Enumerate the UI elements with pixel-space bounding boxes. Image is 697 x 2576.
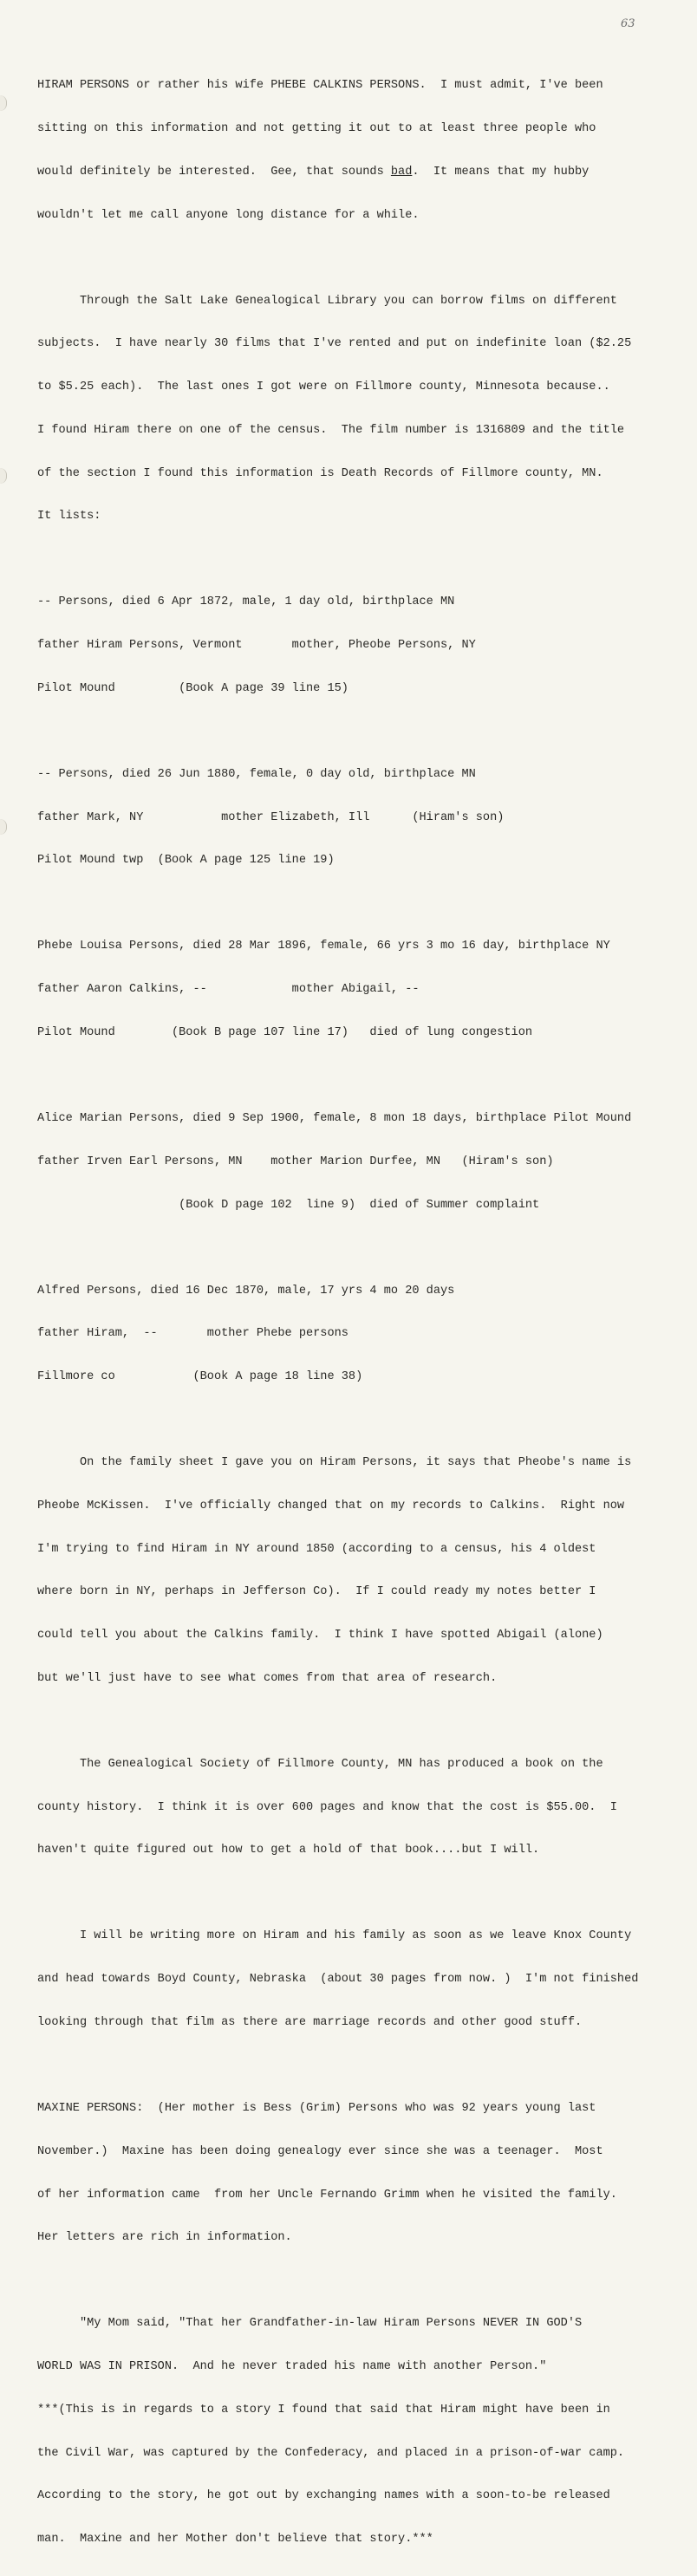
page-number: 63 xyxy=(621,17,635,30)
text-line: The Genealogical Society of Fillmore County, MN has produced a book on the xyxy=(37,1757,603,1771)
text-line: Her letters are rich in information. xyxy=(37,2231,292,2245)
death-record xyxy=(37,1083,696,1242)
text-line: where born in NY, perhaps in Jefferson Co). If I could ready my notes better I xyxy=(37,1585,596,1599)
text-line: MAXINE PERSONS: (Her mother is Bess (Grim) Persons who was 92 years young last xyxy=(37,2101,596,2115)
text-line: to $5.25 each). The last ones I got were on Fillmore county, Minnesota because.. xyxy=(37,381,610,394)
text-line: of the section I found this information is Death Records of Fillmore county, MN. xyxy=(37,466,603,480)
record-line: Pilot Mound twp (Book A page 125 line 19) xyxy=(37,854,335,868)
record-line: Pilot Mound (Book A page 39 line 15) xyxy=(37,681,348,695)
death-record xyxy=(37,567,696,725)
text-segment: would definitely be interested. Gee, that sounds xyxy=(37,165,391,179)
punch-hole-mark xyxy=(0,95,7,111)
punch-hole-mark xyxy=(0,819,7,835)
text-line: HIRAM PERSONS or rather his wife PHEBE CALKINS PERSONS. I must admit, I've been xyxy=(37,79,603,93)
death-record xyxy=(37,911,696,1070)
text-line: looking through that film as there are marriage records and other good stuff. xyxy=(37,2016,583,2029)
text-line: of her information came from her Uncle Fernando Grimm when he visited the family. xyxy=(37,2188,617,2202)
text-line: ***(This is in regards to a story I found that said that Hiram might have been in xyxy=(37,2403,610,2417)
death-record xyxy=(37,739,696,898)
record-line: Alice Marian Persons, died 9 Sep 1900, female, 8 mon 18 days, birthplace Pilot Mound xyxy=(37,1111,632,1125)
text-line: haven't quite figured out how to get a hold of that book....but I will. xyxy=(37,1844,540,1857)
record-line: father Aaron Calkins, -- mother Abigail, -- xyxy=(37,983,420,997)
text-line: I'm trying to find Hiram in NY around 1850 (according to a census, his 4 oldest xyxy=(37,1542,596,1556)
record-line: Alfred Persons, died 16 Dec 1870, male, 17 yrs 4 mo 20 days xyxy=(37,1284,455,1298)
text-line: I found Hiram there on one of the census. The film number is 1316809 and the title xyxy=(37,423,625,437)
text-line xyxy=(37,166,696,180)
text-line: wouldn't let me call anyone long distance for a while. xyxy=(37,208,420,222)
text-line: the Civil War, was captured by the Confederacy, and placed in a prison-of-war camp. xyxy=(37,2446,625,2460)
death-record xyxy=(37,1255,696,1414)
text-line: man. Maxine and her Mother don't believe that story.*** xyxy=(37,2533,433,2547)
paragraph-maxine-persons xyxy=(37,2073,696,2274)
document-body xyxy=(37,50,696,2576)
paragraph-quote xyxy=(37,2288,696,2576)
text-line: subjects. I have nearly 30 films that I've rented and put on indefinite loan ($2.25 xyxy=(37,337,632,351)
text-line: I will be writing more on Hiram and his family as soon as we leave Knox County xyxy=(37,1929,632,1943)
text-line: According to the story, he got out by exchanging names with a soon-to-be released xyxy=(37,2489,610,2503)
record-line: Fillmore co (Book A page 18 line 38) xyxy=(37,1370,363,1384)
paragraph-library xyxy=(37,265,696,553)
record-line: (Book D page 102 line 9) died of Summer complaint xyxy=(37,1198,540,1212)
text-line: and head towards Boyd County, Nebraska (about 30 pages from now. ) I'm not finished xyxy=(37,1973,639,1987)
record-line: father Hiram, -- mother Phebe persons xyxy=(37,1327,348,1341)
record-line: Pilot Mound (Book B page 107 line 17) died of lung congestion xyxy=(37,1026,533,1039)
text-line: but we'll just have to see what comes from that area of research. xyxy=(37,1671,498,1685)
record-line: -- Persons, died 6 Apr 1872, male, 1 day old, birthplace MN xyxy=(37,595,455,609)
text-segment: . It means that my hubby xyxy=(412,165,590,179)
text-line: sitting on this information and not getting it out to at least three people who xyxy=(37,121,596,135)
record-line: father Irven Earl Persons, MN mother Marion Durfee, MN (Hiram's son) xyxy=(37,1155,554,1168)
text-line: county history. I think it is over 600 pages and know that the cost is $55.00. I xyxy=(37,1800,617,1814)
record-line: father Mark, NY mother Elizabeth, Ill (Hiram's son) xyxy=(37,810,505,824)
paragraph-intro xyxy=(37,50,696,251)
text-line: Pheobe McKissen. I've officially changed that on my records to Calkins. Right now xyxy=(37,1499,625,1512)
text-line: November.) Maxine has been doing genealogy ever since she was a teenager. Most xyxy=(37,2144,603,2158)
text-line: WORLD WAS IN PRISON. And he never traded his name with another Person." xyxy=(37,2360,547,2374)
paragraph-family-sheet xyxy=(37,1428,696,1715)
text-line: On the family sheet I gave you on Hiram Persons, it says that Pheobe's name is xyxy=(37,1456,632,1470)
paragraph-genealogical-society xyxy=(37,1729,696,1888)
punch-hole-mark xyxy=(0,468,7,484)
paragraph-writing-more xyxy=(37,1901,696,2059)
underlined-word: bad xyxy=(390,165,413,179)
text-line: "My Mom said, "That her Grandfather-in-law Hiram Persons NEVER IN GOD'S xyxy=(37,2317,583,2331)
text-line: could tell you about the Calkins family. I think I have spotted Abigail (alone) xyxy=(37,1629,603,1643)
record-line: father Hiram Persons, Vermont mother, Pheobe Persons, NY xyxy=(37,639,476,653)
record-line: -- Persons, died 26 Jun 1880, female, 0 day old, birthplace MN xyxy=(37,767,476,781)
text-line: It lists: xyxy=(37,510,101,524)
record-line: Phebe Louisa Persons, died 28 Mar 1896, female, 66 yrs 3 mo 16 day, birthplace NY xyxy=(37,940,610,953)
text-line: Through the Salt Lake Genealogical Library you can borrow films on different xyxy=(37,294,617,308)
